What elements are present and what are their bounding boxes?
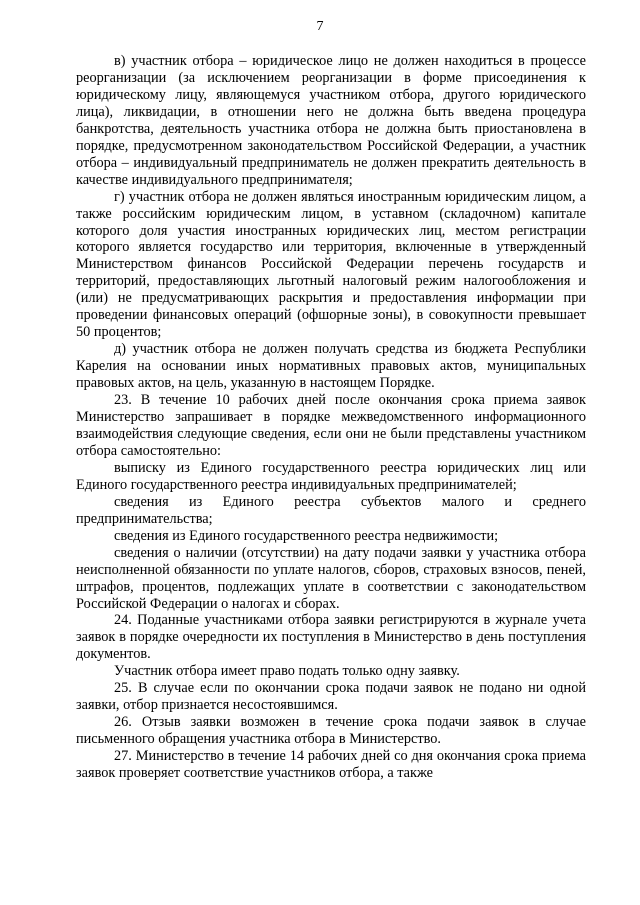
paragraph: д) участник отбора не должен получать средства из бюджета Республики Карелия на основании иных нормативных правовых актов, муниципальных правовых актов, на цель, указанную в настоящем Порядке. (76, 341, 586, 392)
paragraph: в) участник отбора – юридическое лицо не должен находиться в процессе реорганизации (за исключением реорганизации в форме присоединения к юридическому лицу, являющемуся участником отбора, другого юридического лица), ликвидации, в отношении него не должна быть введена процедура банкротства, деятельность участника отбора не должна быть приостановлена в порядке, предусмотренном законодательством Российской Федерации, а участник отбора – индивидуальный предприниматель не должен прекратить деятельность в качестве индивидуального предпринимателя; (76, 53, 586, 188)
paragraph: Участник отбора имеет право подать только одну заявку. (114, 663, 460, 680)
paragraph: 23. В течение 10 рабочих дней после окончания срока приема заявок Министерство запрашивает в порядке межведомственного информационного взаимодействия следующие сведения, если они не были представлены участником отбора самостоятельно: (76, 392, 586, 459)
paragraph: 26. Отзыв заявки возможен в течение срока подачи заявок в случае письменного обращения участника отбора в Министерство. (76, 714, 586, 748)
paragraph: 24. Поданные участниками отбора заявки регистрируются в журнале учета заявок в порядке очередности их поступления в Министерство в день поступления документов. (76, 612, 586, 663)
paragraph: сведения из Единого государственного реестра недвижимости; (114, 527, 499, 544)
paragraph: 27. Министерство в течение 14 рабочих дней со дня окончания срока приема заявок проверяет соответствие участников отбора, а также (76, 748, 586, 782)
paragraph: 25. В случае если по окончании срока подачи заявок не подано ни одной заявки, отбор признается несостоявшимся. (76, 680, 586, 714)
paragraph: г) участник отбора не должен являться иностранным юридическим лицом, а также российским юридическим лицом, в уставном (складочном) капитале которого доля участия иностранных юридических лиц, местом регистрации которого является государство или территория, включенные в утвержденный Министерством финансов Российской Федерации перечень государств и территорий, предоставляющих льготный налоговый режим налогообложения и (или) не предусматривающих раскрытия и предоставления информации при проведении финансовых операций (офшорные зоны), в совокупности превышает 50 процентов; (76, 188, 586, 341)
page-number: 7 (316, 19, 324, 34)
paragraph: сведения из Единого реестра субъектов малого и среднего предпринимательства; (76, 493, 586, 527)
document-body (76, 53, 586, 782)
paragraph: выписку из Единого государственного реестра юридических лиц или Единого государственного реестра индивидуальных предпринимателей; (76, 459, 586, 493)
paragraph: сведения о наличии (отсутствии) на дату подачи заявки у участника отбора неисполненной обязанности по уплате налогов, сборов, страховых взносов, пеней, штрафов, процентов, подлежащих уплате в соответствии с законодательством Российской Федерации о налогах и сборах. (76, 544, 586, 612)
